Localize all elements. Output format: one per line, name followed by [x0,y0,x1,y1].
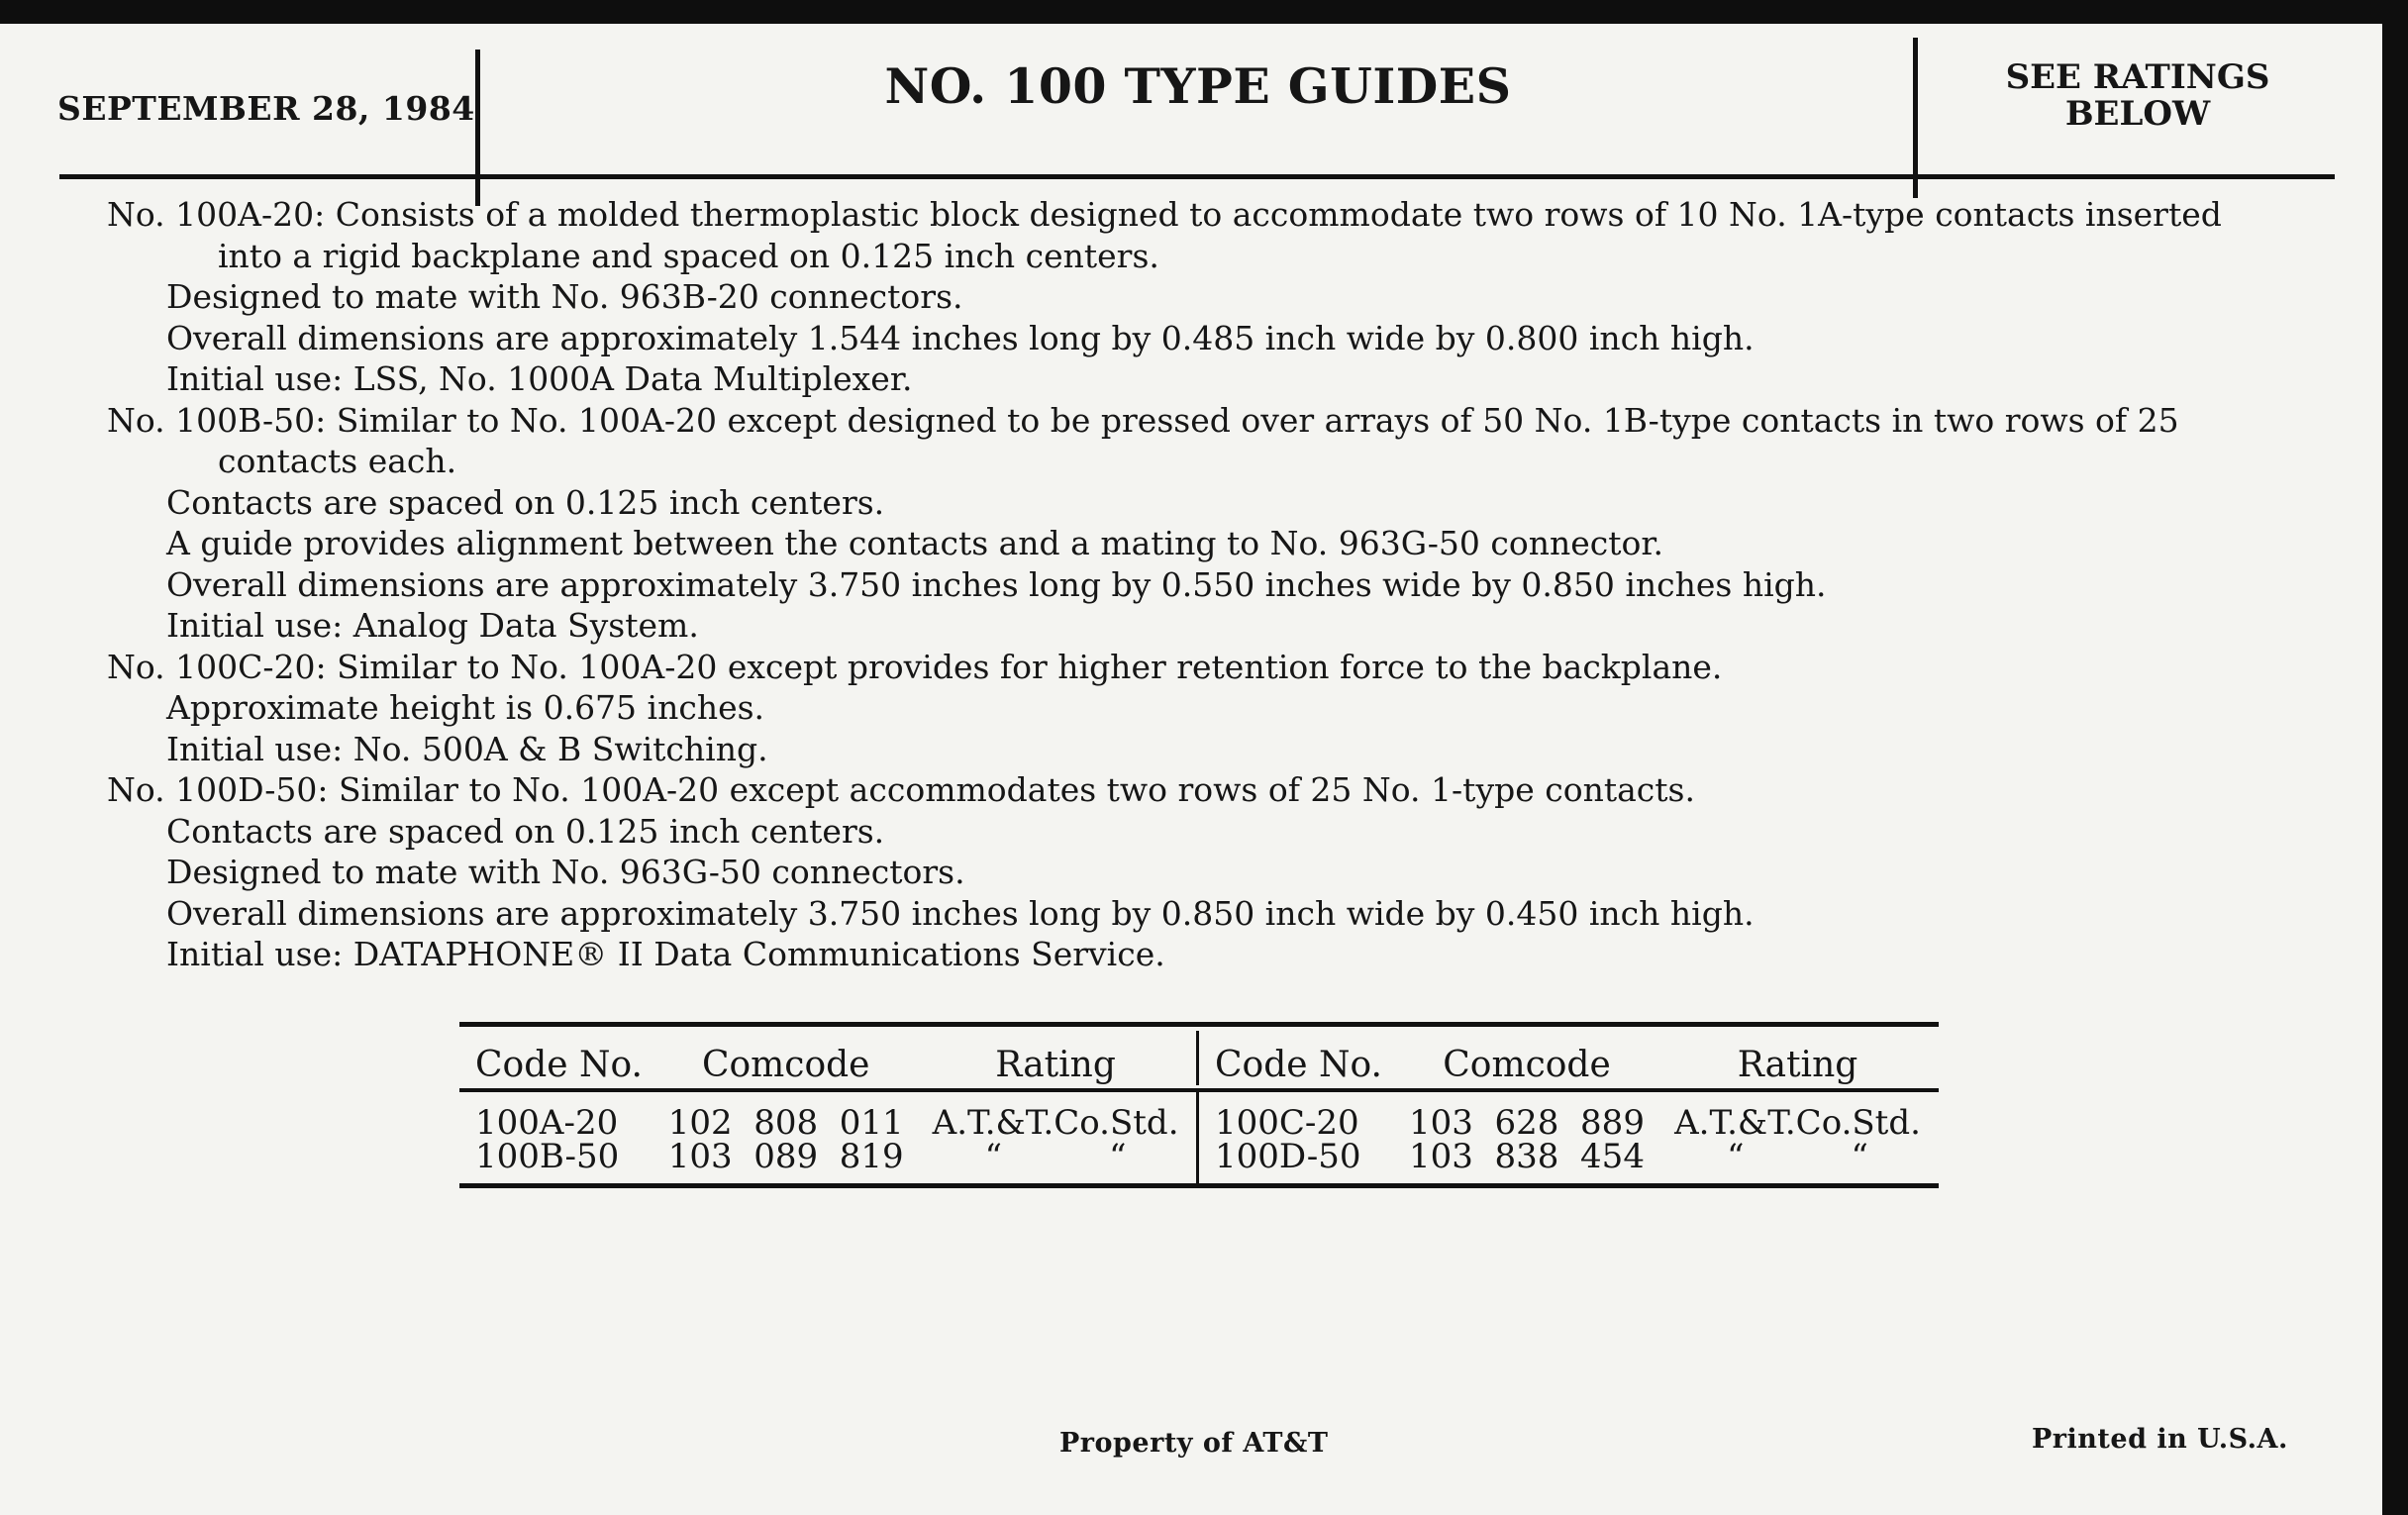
entry-lead: No. 100A-20: Consists of a molded thermoplastic block designed to accommodate two rows of 10 No. 1A-type contacts inserted [107,195,2222,234]
header-date: SEPTEMBER 28, 1984 [57,89,475,128]
entry-detail: Contacts are spaced on 0.125 inch centers. [166,482,885,522]
cell-comcode: 103 838 454 [1409,1137,1645,1176]
entry-wrap: into a rigid backplane and spaced on 0.125 inch centers. [218,236,1159,275]
cell-comcode: 102 808 011 [667,1103,904,1143]
entry-detail: Overall dimensions are approximately 1.544 inches long by 0.485 inch wide by 0.800 inch high. [166,318,1755,357]
entry-100c-20: No. 100C-20: Similar to No. 100A-20 except provides for higher retention force to the backplane. [107,647,1723,686]
description-body [107,194,2291,975]
col-header-comcode: Comcode [1443,1044,1611,1085]
col-header-rating: Rating [1737,1044,1858,1085]
header-rule [59,174,2335,179]
entry-100d-50: No. 100D-50: Similar to No. 100A-20 except accommodates two rows of 25 No. 1-type contacts. [107,770,1695,809]
spec-card [0,24,2382,1515]
cell-code: 100A-20 [475,1103,619,1143]
entry-detail: Overall dimensions are approximately 3.750 inches long by 0.550 inches wide by 0.850 inches high. [166,564,1827,604]
col-header-comcode: Comcode [701,1044,870,1085]
table-row [459,1103,1196,1143]
footer-printed: Printed in U.S.A. [2032,1424,2288,1455]
entry-detail: Initial use: LSS, No. 1000A Data Multiplexer. [166,359,913,398]
col-header-rating: Rating [995,1044,1116,1085]
entry-detail: Initial use: Analog Data System. [166,606,699,645]
entry-detail: Initial use: No. 500A & B Switching. [166,729,768,768]
cell-rating: A.T.&T.Co.Std. [1674,1103,1921,1143]
cell-code: 100D-50 [1215,1137,1361,1176]
header-divider-left [475,50,480,206]
entry-detail: Approximate height is 0.675 inches. [166,688,765,727]
entry-detail: Initial use: DATAPHONE® II Data Communications Service. [166,935,1165,973]
col-header-code: Code No. [1215,1044,1382,1085]
entry-detail: Overall dimensions are approximately 3.750 inches long by 0.850 inch wide by 0.450 inch high. [166,893,1755,933]
table-row [1199,1103,1939,1143]
page-title: NO. 100 TYPE GUIDES [884,57,1512,115]
table-row [1199,1137,1939,1176]
cell-comcode: 103 089 819 [667,1137,904,1176]
header-ratings-note [1917,59,2358,133]
entry-lead: No. 100B-50: Similar to No. 100A-20 except designed to be pressed over arrays of 50 No. 1B-type contacts in two rows of 25 [107,400,2179,440]
cell-rating: A.T.&T.Co.Std. [932,1103,1179,1143]
cell-code: 100C-20 [1215,1103,1359,1143]
cell-rating: “ “ [984,1137,1127,1176]
entry-100a-20 [107,194,2291,276]
entry-detail: Contacts are spaced on 0.125 inch centers. [166,811,885,851]
entry-detail: Designed to mate with No. 963B-20 connectors. [166,277,963,316]
cell-code: 100B-50 [475,1137,620,1176]
entry-detail: Designed to mate with No. 963G-50 connectors. [166,853,965,891]
entry-detail: A guide provides alignment between the contacts and a mating to No. 963G-50 connector. [166,524,1663,562]
ratings-table [459,1022,1939,1188]
cell-comcode: 103 628 889 [1409,1103,1645,1143]
ratings-line-2: BELOW [2064,94,2211,134]
footer-property: Property of AT&T [1059,1428,1329,1459]
entry-wrap: contacts each. [218,442,457,480]
entry-100b-50 [107,400,2291,482]
table-row [459,1137,1196,1176]
table-header-row [459,1027,1939,1092]
cell-rating: “ “ [1727,1137,1868,1176]
col-header-code: Code No. [475,1044,643,1085]
ratings-line-1: SEE RATINGS [2005,57,2270,97]
